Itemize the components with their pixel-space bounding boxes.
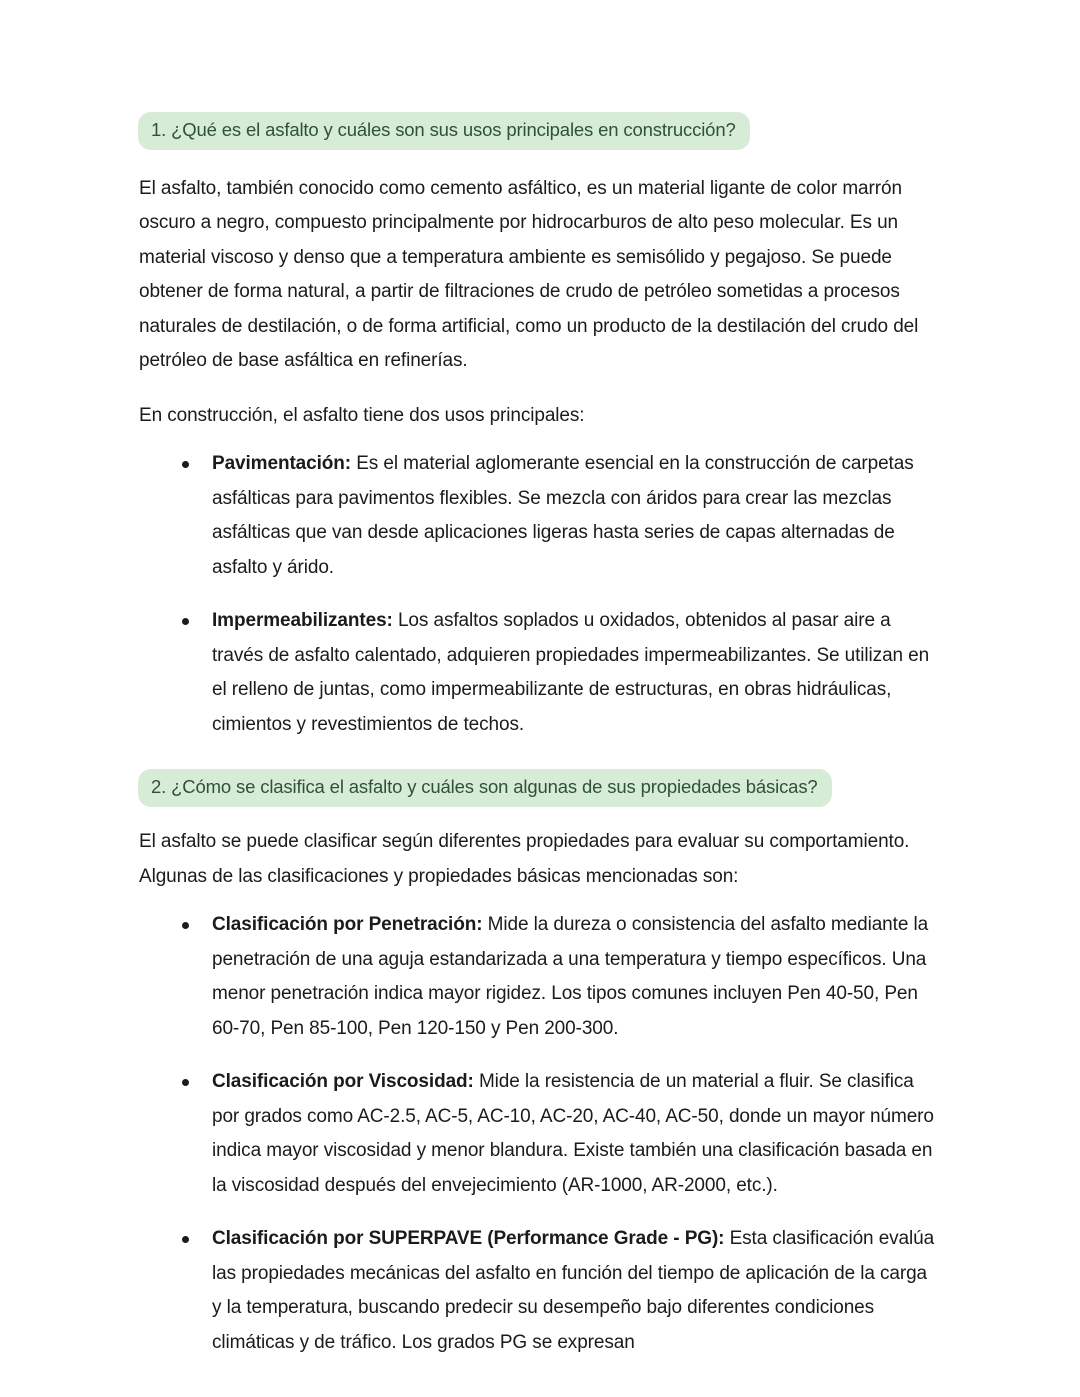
bullet-dot-icon: [182, 618, 189, 625]
list-item-text: Los asfaltos soplados u oxidados, obtenidos al pasar aire a través de asfalto calentado, adquieren propiedades impermeabilizantes. Se utilizan en el relleno de juntas, como impermeabilizante de estructuras, en obras hidráulicas, cimientos y revestimientos de techos.: [212, 610, 930, 735]
section-1-paragraph-1: El asfalto, también conocido como cemento asfáltico, es un material ligante de color marrón oscuro a negro, compuesto principalmente por hidrocarburos de alto peso molecular. Es un material viscoso y denso que a temperatura ambiente es semisólido y pegajoso. Se puede obtener de forma natural, a partir de filtraciones de crudo de petróleo sometidas a procesos naturales de destilación, o de forma artificial, como un producto de la destilación del crudo del petróleo de base asfáltica en refinerías.: [139, 177, 919, 372]
bullet-dot-icon: [182, 922, 189, 929]
section-1-heading: 1. ¿Qué es el asfalto y cuáles son sus usos principales en construcción?: [138, 112, 750, 150]
list-item: [139, 908, 935, 1046]
list-item-text: Es el material aglomerante esencial en la construcción de carpetas asfálticas para pavimentos flexibles. Se mezcla con áridos para crear las mezclas asfálticas que van desde aplicaciones ligeras hasta series de capas alternadas de asfalto y árido.: [212, 453, 914, 578]
list-item-lead: Pavimentación:: [212, 453, 352, 475]
list-item-text: Mide la dureza o consistencia del asfalto mediante la penetración de una aguja estandarizada a una temperatura y tiempo específicos. Una menor penetración indica mayor rigidez. Los tipos comunes incluyen Pen 40-50, Pen 60-70, Pen 85-100, Pen 120-150 y Pen 200-300.: [212, 914, 929, 1039]
bullet-dot-icon: [182, 1079, 189, 1086]
section-2-heading: 2. ¿Cómo se clasifica el asfalto y cuáles son algunas de sus propiedades básicas?: [138, 769, 832, 807]
bullet-dot-icon: [182, 461, 189, 468]
section-1-paragraph-2: En construcción, el asfalto tiene dos usos principales:: [139, 404, 585, 426]
section-2-heading-wrap: [138, 769, 935, 807]
list-item-lead: Impermeabilizantes:: [212, 610, 393, 632]
section-1-bullet-list: [139, 447, 935, 742]
section-2-bullet-list: [139, 908, 935, 1360]
list-item: [139, 604, 935, 742]
list-item-lead: Clasificación por Viscosidad:: [212, 1071, 474, 1093]
list-item: [139, 447, 935, 585]
list-item: [139, 1065, 935, 1203]
list-item-lead: Clasificación por SUPERPAVE (Performance Grade - PG):: [212, 1228, 725, 1250]
list-item-text: Mide la resistencia de un material a fluir. Se clasifica por grados como AC-2.5, AC-5, AC-10, AC-20, AC-40, AC-50, donde un mayor número indica mayor viscosidad y menor blandura. Existe también una clasificación basada en la viscosidad después del envejecimiento (AR-1000, AR-2000, etc.).: [212, 1071, 934, 1196]
document-body: [139, 112, 935, 1360]
list-item-text: Esta clasificación evalúa las propiedades mecánicas del asfalto en función del tiempo de aplicación de la carga y la temperatura, buscando predecir su desempeño bajo diferentes condiciones climáticas y de tráfico. Los grados PG se expresan: [212, 1228, 935, 1353]
bullet-dot-icon: [182, 1236, 189, 1243]
section-2-paragraph-1: El asfalto se puede clasificar según diferentes propiedades para evaluar su comportamiento. Algunas de las clasificaciones y propiedades básicas mencionadas son:: [139, 831, 910, 887]
section-1-heading-wrap: [138, 112, 935, 150]
list-item-lead: Clasificación por Penetración:: [212, 914, 483, 936]
list-item: [139, 1222, 935, 1360]
